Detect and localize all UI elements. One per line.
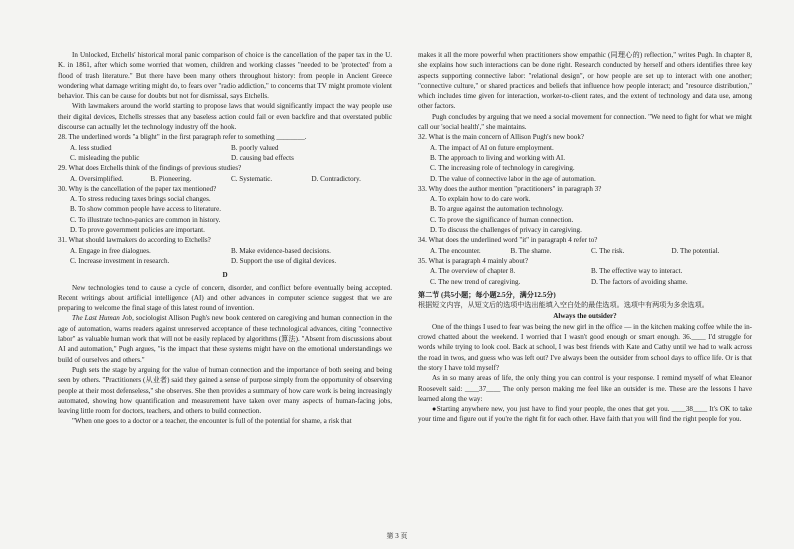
question-33-options <box>418 194 752 235</box>
blank-37: ____37____ <box>464 384 501 393</box>
right-column <box>418 50 752 425</box>
paragraph: "When one goes to a doctor or a teacher, the encounter is full of the potential for shame, a risk that <box>72 417 352 426</box>
paragraph: In Unlocked, Etchells' historical moral panic comparison of choice is the cancellation of the paper tax in the U. K. in 1861, after which some worried that women, children and working classes "needed to be 'protected' from a flood of trash literature." But there have been many others throughout history: from people in Ancient Greece wondering what damage writing might do, to fears over "radio addiction," to concerns that TV might promote violent behavior. This can be cause for doubts but not for dismissal, says Etchells. <box>58 51 392 101</box>
question-32-options <box>418 143 752 184</box>
option: D. To prove government policies are important. <box>70 226 205 235</box>
option: A. The encounter. <box>430 246 481 255</box>
question-30: 30. Why is the cancellation of the paper tax mentioned? <box>58 184 217 193</box>
question-34-options <box>418 246 752 256</box>
option: A. To stress reducing taxes brings social changes. <box>70 195 211 204</box>
paragraph-text: sociologist Allison Pugh's new book centered on caregiving and human connection in the age of automation, warns readers against unreserved acceptance of these technological advances, citing "connective labor" as valuable human work that will not be easily replaced by algorithms (算法). "Absent from discussions about AI and automation," Pugh argues, "is the impact that these systems might have on the emotional understandings we build of ourselves and others." <box>58 314 392 364</box>
option: D. The value of connective labor in the age of automation. <box>430 174 596 183</box>
option: A. The overview of chapter 8. <box>430 267 516 276</box>
option: D. To discuss the challenges of privacy in caregiving. <box>430 226 582 235</box>
option: C. To prove the significance of human connection. <box>430 215 574 224</box>
option: C. misleading the public <box>70 153 140 162</box>
option: C. The new trend of caregiving. <box>430 277 521 286</box>
option: A. The impact of AI on future employment. <box>430 143 554 152</box>
paragraph <box>418 373 752 404</box>
question-31: 31. What should lawmakers do according to Etchells? <box>58 236 211 245</box>
book-title: The Last Human Job, <box>72 314 134 323</box>
paragraph-text: As in so many areas of life, the only thing you can control is your response. I remind myself of what Eleanor Roosevelt said: <box>418 374 752 393</box>
paragraph: Pugh concludes by arguing that we need a social movement for connection. "We need to fight for what we might call our 'social health'," she maintains. <box>418 112 752 132</box>
passage-title: Always the outsider? <box>553 312 617 321</box>
paragraph <box>418 404 752 425</box>
question-35: 35. What is paragraph 4 mainly about? <box>418 256 528 265</box>
option: D. The factors of avoiding shame. <box>591 277 688 286</box>
option: B. Pioneering. <box>150 174 192 183</box>
paragraph: makes it all the more powerful when practitioners show empathic (同理心的) reflection," writes Pugh. In chapter 8, she explains how such interactions can be done right. Research conducted by herself and others identifies three key aspects supporting connective labor: "relational design", or how people are set up to interact with one another; "connective culture," or shared practices and beliefs that influence how people interact; and "resource distribution," which includes time given for interaction, worker-to-client rates, and the extent of technology and data use, among other factors. <box>418 51 752 111</box>
question-31-options <box>58 246 392 267</box>
option: B. The shame. <box>510 246 552 255</box>
section-d-heading: D <box>222 271 228 280</box>
option: C. To illustrate techno-panics are common in history. <box>70 215 221 224</box>
paragraph: Pugh sets the stage by arguing for the value of human connection and the importance of both seeing and being seen by others. "Practitioners (从业者) said they gained a sense of purpose simply from the opportunity of observing people at their most defenseless," she observes. She then provides a summary of how care work is being increasingly automated, showing how quantification and measurement have taken over many aspects of human-facing jobs, leaving little room for doctors, teachers, and others to build connection. <box>58 365 392 416</box>
question-32: 32. What is the main concern of Allison Pugh's new book? <box>418 133 585 142</box>
paragraph-text: One of the things I used to fear was being the new girl in the office — in the kitchen making coffee while the in-crowd chatted about the weekend. I worried that I wasn't good enough or smart enough. <box>418 322 752 342</box>
question-29: 29. What does Etchells think of the findings of previous studies? <box>58 164 242 173</box>
option: D. causing bad effects <box>231 153 294 162</box>
option: B. poorly valued <box>231 143 279 152</box>
option: B. The approach to living and working with AI. <box>430 153 566 162</box>
option: D. Support the use of digital devices. <box>231 256 337 265</box>
option: A. To explain how to do care work. <box>430 195 531 204</box>
paragraph-text: I'd struggle for words while trying to look cool. Back at school, I was best friends with Kate and Cathy until we had to walk across the road in twos, and guess who was left out? I've always been the outsider from school days to office life. Or is that the story I have told myself? <box>418 333 752 372</box>
blank-38: ____38____ <box>671 405 708 414</box>
option: B. To argue against the automation technology. <box>430 205 564 214</box>
option: B. The effective way to interact. <box>591 267 683 276</box>
option: D. Contradictory. <box>311 174 361 183</box>
option: C. Systematic. <box>231 174 273 183</box>
blank-36: 36.____ <box>682 333 706 342</box>
question-28: 28. The underlined words "a blight" in the first paragraph refer to something ________. <box>58 133 307 142</box>
paragraph-text: It's OK to take your time and figure out if you're the right fit for each other. Have faith that you will find the right people for you. <box>418 405 752 424</box>
question-33: 33. Why does the author mention "practitioners" in paragraph 3? <box>418 184 602 193</box>
left-column <box>58 50 392 427</box>
paragraph-text: ●Starting anywhere new, you just have to find your people, the ones that get you. <box>432 405 672 414</box>
question-29-options <box>58 174 392 184</box>
paragraph: With lawmakers around the world starting to propose laws that would significantly impact the way people use their digital devices, Etchells stresses that any baseless action could fail or even backfire and that overstated public discourse can actually let the technology industry off the hook. <box>58 102 392 132</box>
option: C. Increase investment in research. <box>70 256 170 265</box>
option: C. The increasing role of technology in caregiving. <box>430 164 575 173</box>
option: A. Engage in free dialogues. <box>70 246 151 255</box>
paragraph <box>58 313 392 364</box>
question-30-options <box>58 194 392 235</box>
question-35-options <box>418 266 752 287</box>
page-number: 第 3 页 <box>386 532 408 540</box>
paragraph-text: The only person making me feel like an outsider is me. These are the lessons I have learned along the way: <box>418 384 752 403</box>
section-heading: 第二节 (共5小题；每小题2.5分，满分12.5分) <box>418 290 556 299</box>
option: D. The potential. <box>671 246 720 255</box>
option: A. Oversimplified. <box>70 174 124 183</box>
paragraph: New technologies tend to cause a cycle of concern, disorder, and conflict before eventually being accepted. Recent writings about artificial intelligence (AI) and other advances in computer science suggest that we are preparing to welcome the final stage of this latest round of invention. <box>58 283 392 313</box>
option: C. The risk. <box>591 246 625 255</box>
option: B. To show common people have access to literature. <box>70 205 222 214</box>
option: B. Make evidence-based decisions. <box>231 246 331 255</box>
question-28-options <box>58 143 392 164</box>
question-34: 34. What does the underlined word "it" in paragraph 4 refer to? <box>418 236 598 245</box>
paragraph <box>418 322 752 373</box>
instructions: 根据短文内容，从短文后的选项中选出能填入空白处的最佳选项。选项中有两项为多余选项。 <box>418 301 709 310</box>
option: A. less studied <box>70 143 112 152</box>
